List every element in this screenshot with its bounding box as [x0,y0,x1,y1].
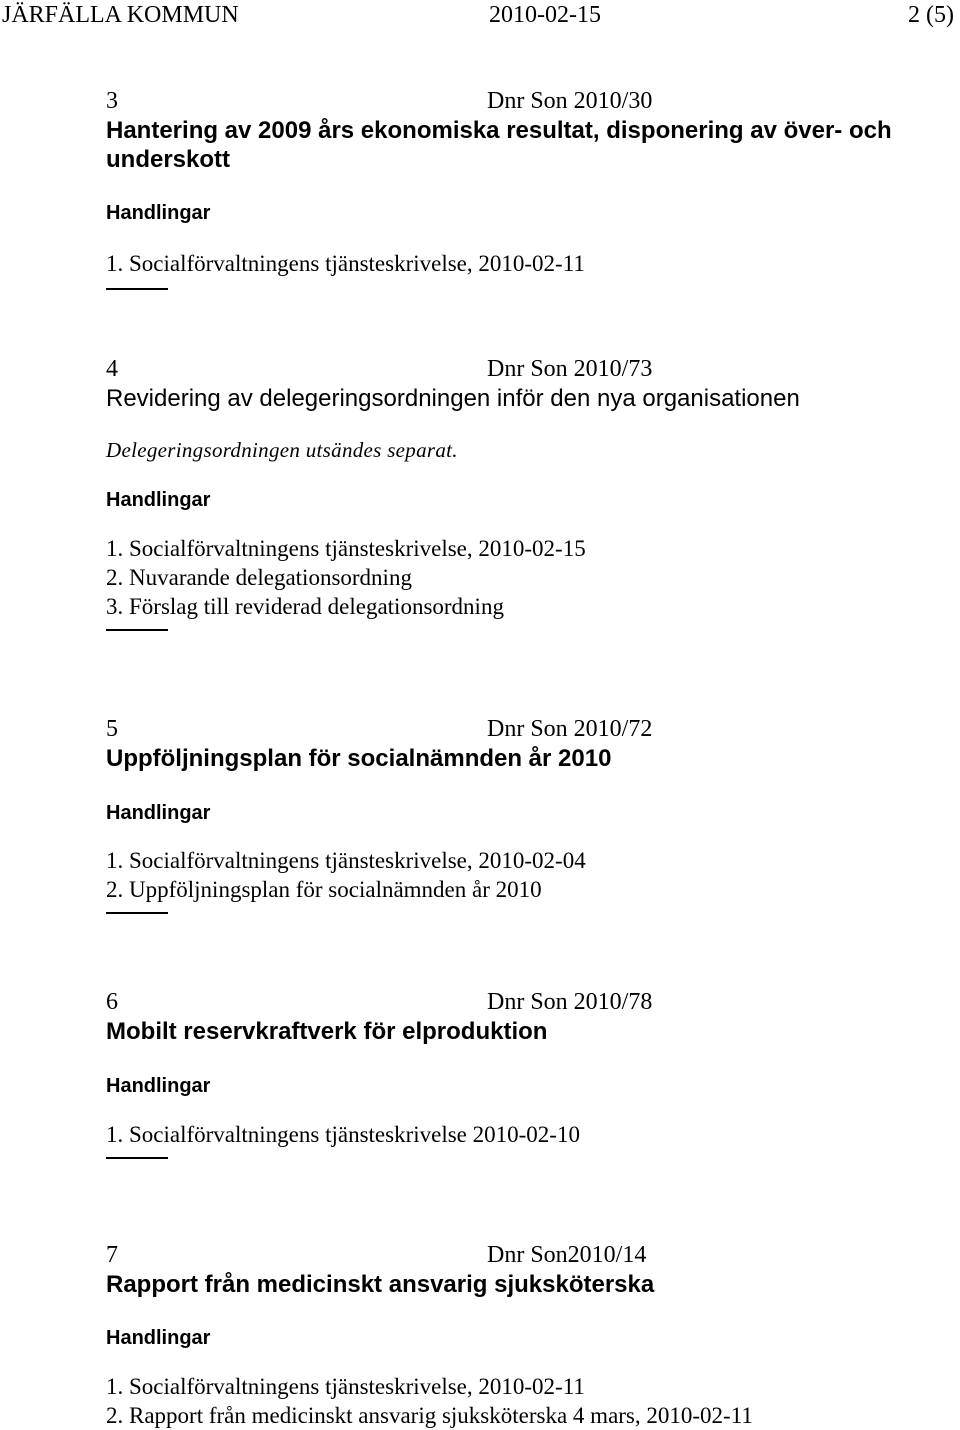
page-number: 2 (5) [908,2,954,28]
documents-label: Handlingar [106,1075,211,1097]
item-title-line-1: Hantering av 2009 års ekonomiska resultat, disponering av över- och [106,117,892,144]
item-number-line [106,714,926,744]
item-title-line-2: underskott [106,146,231,173]
item-title: Revidering av delegeringsordningen inför den nya organisationen [106,385,800,412]
item-title: Mobilt reservkraftverk för elproduktion [106,1018,548,1045]
agenda-item-3 [106,86,926,290]
documents-label: Handlingar [106,202,211,224]
document-entry: 1. Socialförvaltningens tjänsteskrivelse, 2010-02-11 [106,251,585,276]
section-divider [106,288,168,290]
documents-list [106,846,926,904]
section-divider [106,912,168,914]
item-dnr: Dnr Son 2010/78 [487,989,653,1015]
document-entry: 1. Socialförvaltningens tjänsteskrivelse, 2010-02-15 [106,536,586,561]
documents-label: Handlingar [106,802,211,824]
item-title: Rapport från medicinskt ansvarig sjuksköterska [106,1271,655,1298]
document-entry: 2. Rapport från medicinskt ansvarig sjuksköterska 4 mars, 2010-02-11 [106,1403,753,1428]
item-number: 3 [106,88,118,114]
document-entry: 2. Nuvarande delegationsordning [106,565,412,590]
item-number: 4 [106,356,118,382]
document-entry: 1. Socialförvaltningens tjänsteskrivelse, 2010-02-11 [106,1374,585,1399]
document-date: 2010-02-15 [489,2,601,28]
page-header [2,0,954,30]
section-divider [106,629,168,631]
organization-name: JÄRFÄLLA KOMMUN [2,2,239,28]
documents-list [106,1372,926,1430]
item-number: 5 [106,716,118,742]
item-number-line [106,354,926,384]
documents-list [106,534,926,621]
item-number: 6 [106,989,118,1015]
item-dnr: Dnr Son2010/14 [487,1242,647,1268]
item-dnr: Dnr Son 2010/72 [487,716,653,742]
documents-list [106,1120,926,1149]
document-entry: 2. Uppföljningsplan för socialnämnden år 2010 [106,877,542,902]
documents-list [106,249,926,278]
item-number: 7 [106,1242,118,1268]
documents-label: Handlingar [106,489,211,511]
agenda-item-6 [106,987,926,1159]
document-entry: 3. Förslag till reviderad delegationsordning [106,594,504,619]
section-divider [106,1157,168,1159]
item-number-line [106,86,926,116]
item-dnr: Dnr Son 2010/30 [487,88,653,114]
item-number-line [106,1240,926,1270]
documents-label: Handlingar [106,1327,211,1349]
item-note: Delegeringsordningen utsändes separat. [106,438,458,462]
item-dnr: Dnr Son 2010/73 [487,356,653,382]
item-title: Uppföljningsplan för socialnämnden år 2010 [106,745,612,772]
agenda-item-5 [106,714,926,914]
document-entry: 1. Socialförvaltningens tjänsteskrivelse 2010-02-10 [106,1122,580,1147]
item-number-line [106,987,926,1017]
agenda-item-4 [106,354,926,631]
agenda-item-7 [106,1240,926,1430]
document-entry: 1. Socialförvaltningens tjänsteskrivelse, 2010-02-04 [106,848,586,873]
